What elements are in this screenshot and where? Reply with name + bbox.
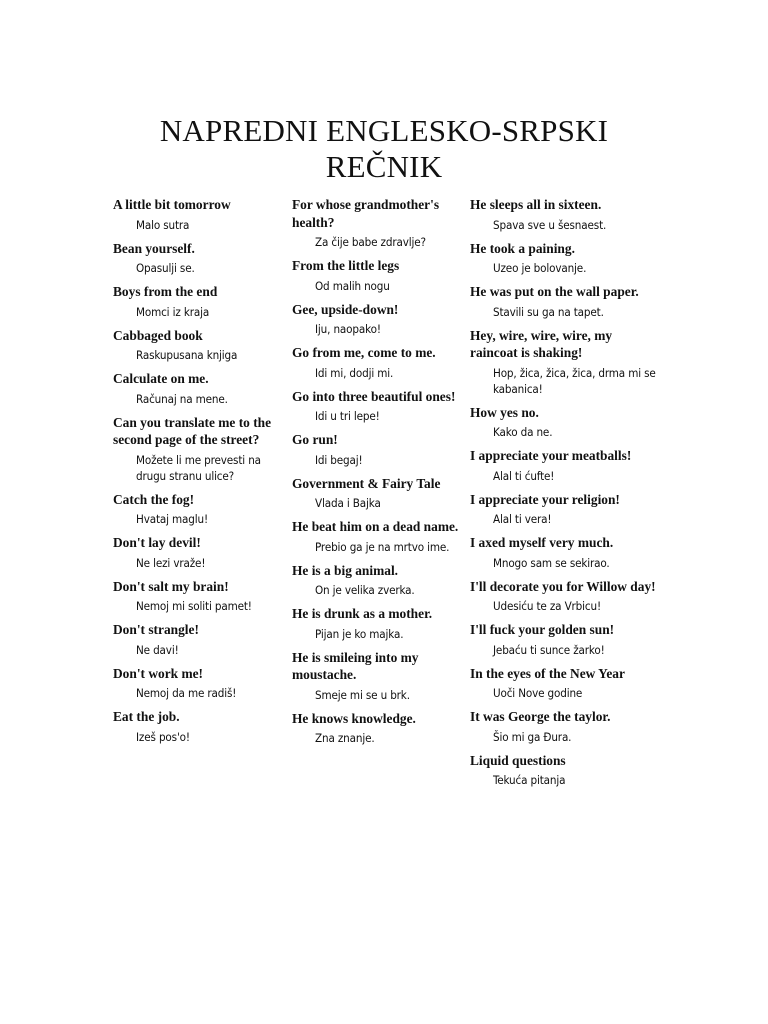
english-phrase: Go into three beautiful ones! [292,388,456,404]
serbian-translation: Nemoj mi soliti pamet! [136,599,252,613]
english-phrase: Calculate on me. [113,371,209,386]
english-phrase: He is drunk as a mother. [292,606,433,621]
english-phrase: I axed myself very much. [470,535,614,550]
dictionary-entry [470,752,656,789]
serbian-translation: Izeš pos'o! [136,729,190,744]
dictionary-column-2 [292,196,460,753]
dictionary-entry [470,534,656,571]
english-phrase: It was George the taylor. [470,709,611,724]
dictionary-entry [113,414,279,484]
title-line-2: REČNIK [325,149,443,184]
serbian-translation: Stavili su ga na tapet. [493,304,604,319]
english-phrase: Government & Fairy Tale [292,475,441,491]
dictionary-entry [113,534,279,571]
english-phrase: A little bit tomorrow [113,197,231,212]
dictionary-entry [292,649,460,703]
dictionary-entry [292,344,460,381]
serbian-translation: Hvataj maglu! [136,512,209,526]
english-phrase: I'll fuck your golden sun! [470,622,615,637]
dictionary-entry [470,447,656,484]
serbian-translation: Uzeo je bolovanje. [493,261,587,275]
serbian-translation: Udesiću te za Vrbicu! [493,599,601,613]
serbian-translation: Za čije babe zdravlje? [315,235,426,249]
serbian-translation: Prebio ga je na mrtvo ime. [315,539,450,554]
serbian-translation: Kako da ne. [493,425,553,439]
english-phrase: Hey, wire, wire, wire, my raincoat is shaking! [470,327,613,360]
english-phrase: Cabbaged book [113,327,203,343]
dictionary-entry [292,301,460,338]
english-phrase: He sleeps all in sixteen. [470,197,602,212]
serbian-translation: Idi u tri lepe! [315,409,380,423]
dictionary-entry [113,665,279,702]
dictionary-entry [113,578,279,615]
dictionary-entry [113,283,279,320]
serbian-translation: Momci iz kraja [136,304,210,319]
dictionary-entry [470,283,656,320]
serbian-translation: Idi mi, dodji mi. [315,365,394,380]
english-phrase: Gee, upside-down! [292,301,399,317]
english-phrase: He was put on the wall paper. [470,284,639,299]
dictionary-entry [470,665,656,702]
dictionary-entry [292,257,460,294]
page-title [0,113,768,185]
english-phrase: Liquid questions [470,752,566,768]
dictionary-entry [113,240,279,277]
serbian-translation: Idi begaj! [315,452,363,467]
english-phrase: Can you translate me to the second page of the street? [113,414,272,447]
english-phrase: Bean yourself. [113,240,195,256]
english-phrase: Eat the job. [113,709,180,724]
serbian-translation: Raskupusana knjiga [136,348,238,362]
serbian-translation: Mnogo sam se sekirao. [493,555,610,570]
dictionary-entry [292,562,460,599]
serbian-translation: Smeje mi se u brk. [315,687,410,702]
serbian-translation: Jebaću ti sunce žarko! [493,642,605,657]
dictionary-entry [113,370,279,407]
serbian-translation: Alal ti ćufte! [493,468,555,483]
serbian-translation: Uoči Nove godine [493,686,583,700]
english-phrase: I appreciate your religion! [470,491,620,507]
dictionary-entry [470,196,656,233]
english-phrase: Catch the fog! [113,491,195,507]
english-phrase: He is a big animal. [292,562,399,578]
dictionary-entry [470,491,656,528]
dictionary-entry [470,578,656,615]
english-phrase: He took a paining. [470,240,575,256]
dictionary-entry [470,708,656,745]
serbian-translation: Iju, naopako! [315,322,381,336]
english-phrase: Go from me, come to me. [292,345,436,360]
serbian-translation: Spava sve u šesnaest. [493,217,607,232]
english-phrase: From the little legs [292,258,400,273]
english-phrase: He knows knowledge. [292,710,416,726]
dictionary-entry [470,327,656,397]
dictionary-entry [470,621,656,658]
english-phrase: Boys from the end [113,284,218,299]
serbian-translation: On je velika zverka. [315,583,415,597]
serbian-translation: Tekuća pitanja [493,773,566,787]
dictionary-entry [470,404,656,441]
dictionary-entry [292,431,460,468]
serbian-translation: Računaj na mene. [136,391,228,406]
serbian-translation: Opasulji se. [136,261,195,275]
english-phrase: Don't lay devil! [113,535,201,550]
dictionary-entry [292,605,460,642]
dictionary-entry [292,475,460,512]
serbian-translation: Malo sutra [136,217,190,232]
dictionary-entry [113,327,279,364]
serbian-translation: Ne davi! [136,642,179,657]
dictionary-column-1 [113,196,279,752]
dictionary-column-3 [470,196,656,795]
english-phrase: I appreciate your meatballs! [470,448,632,463]
serbian-translation: Alal ti vera! [493,512,552,526]
serbian-translation: Hop, žica, žica, žica, drma mi se kabanica! [493,365,656,396]
dictionary-entry [292,710,460,747]
english-phrase: In the eyes of the New Year [470,665,625,681]
english-phrase: I'll decorate you for Willow day! [470,578,656,594]
english-phrase: Don't work me! [113,665,204,681]
dictionary-entry [113,196,279,233]
english-phrase: For whose grandmother's health? [292,197,440,230]
english-phrase: Go run! [292,432,338,447]
serbian-translation: Možete li me prevesti na drugu stranu ulice? [136,452,261,483]
english-phrase: He beat him on a dead name. [292,519,459,534]
english-phrase: He is smileing into my moustache. [292,649,419,682]
serbian-translation: Ne lezi vraže! [136,555,206,570]
dictionary-entry [113,491,279,528]
dictionary-entry [292,518,460,555]
serbian-translation: Šio mi ga Đura. [493,729,572,744]
dictionary-entry [470,240,656,277]
dictionary-entry [113,621,279,658]
dictionary-entry [292,196,460,250]
serbian-translation: Zna znanje. [315,731,375,745]
english-phrase: Don't strangle! [113,622,199,637]
title-line-1: NAPREDNI ENGLESKO-SRPSKI [159,113,609,148]
serbian-translation: Vlada i Bajka [315,496,381,510]
dictionary-entry [292,388,460,425]
dictionary-entry [113,708,279,745]
serbian-translation: Pijan je ko majka. [315,626,404,641]
english-phrase: Don't salt my brain! [113,578,229,594]
serbian-translation: Od malih nogu [315,278,390,293]
english-phrase: How yes no. [470,404,539,420]
serbian-translation: Nemoj da me radiš! [136,686,237,700]
